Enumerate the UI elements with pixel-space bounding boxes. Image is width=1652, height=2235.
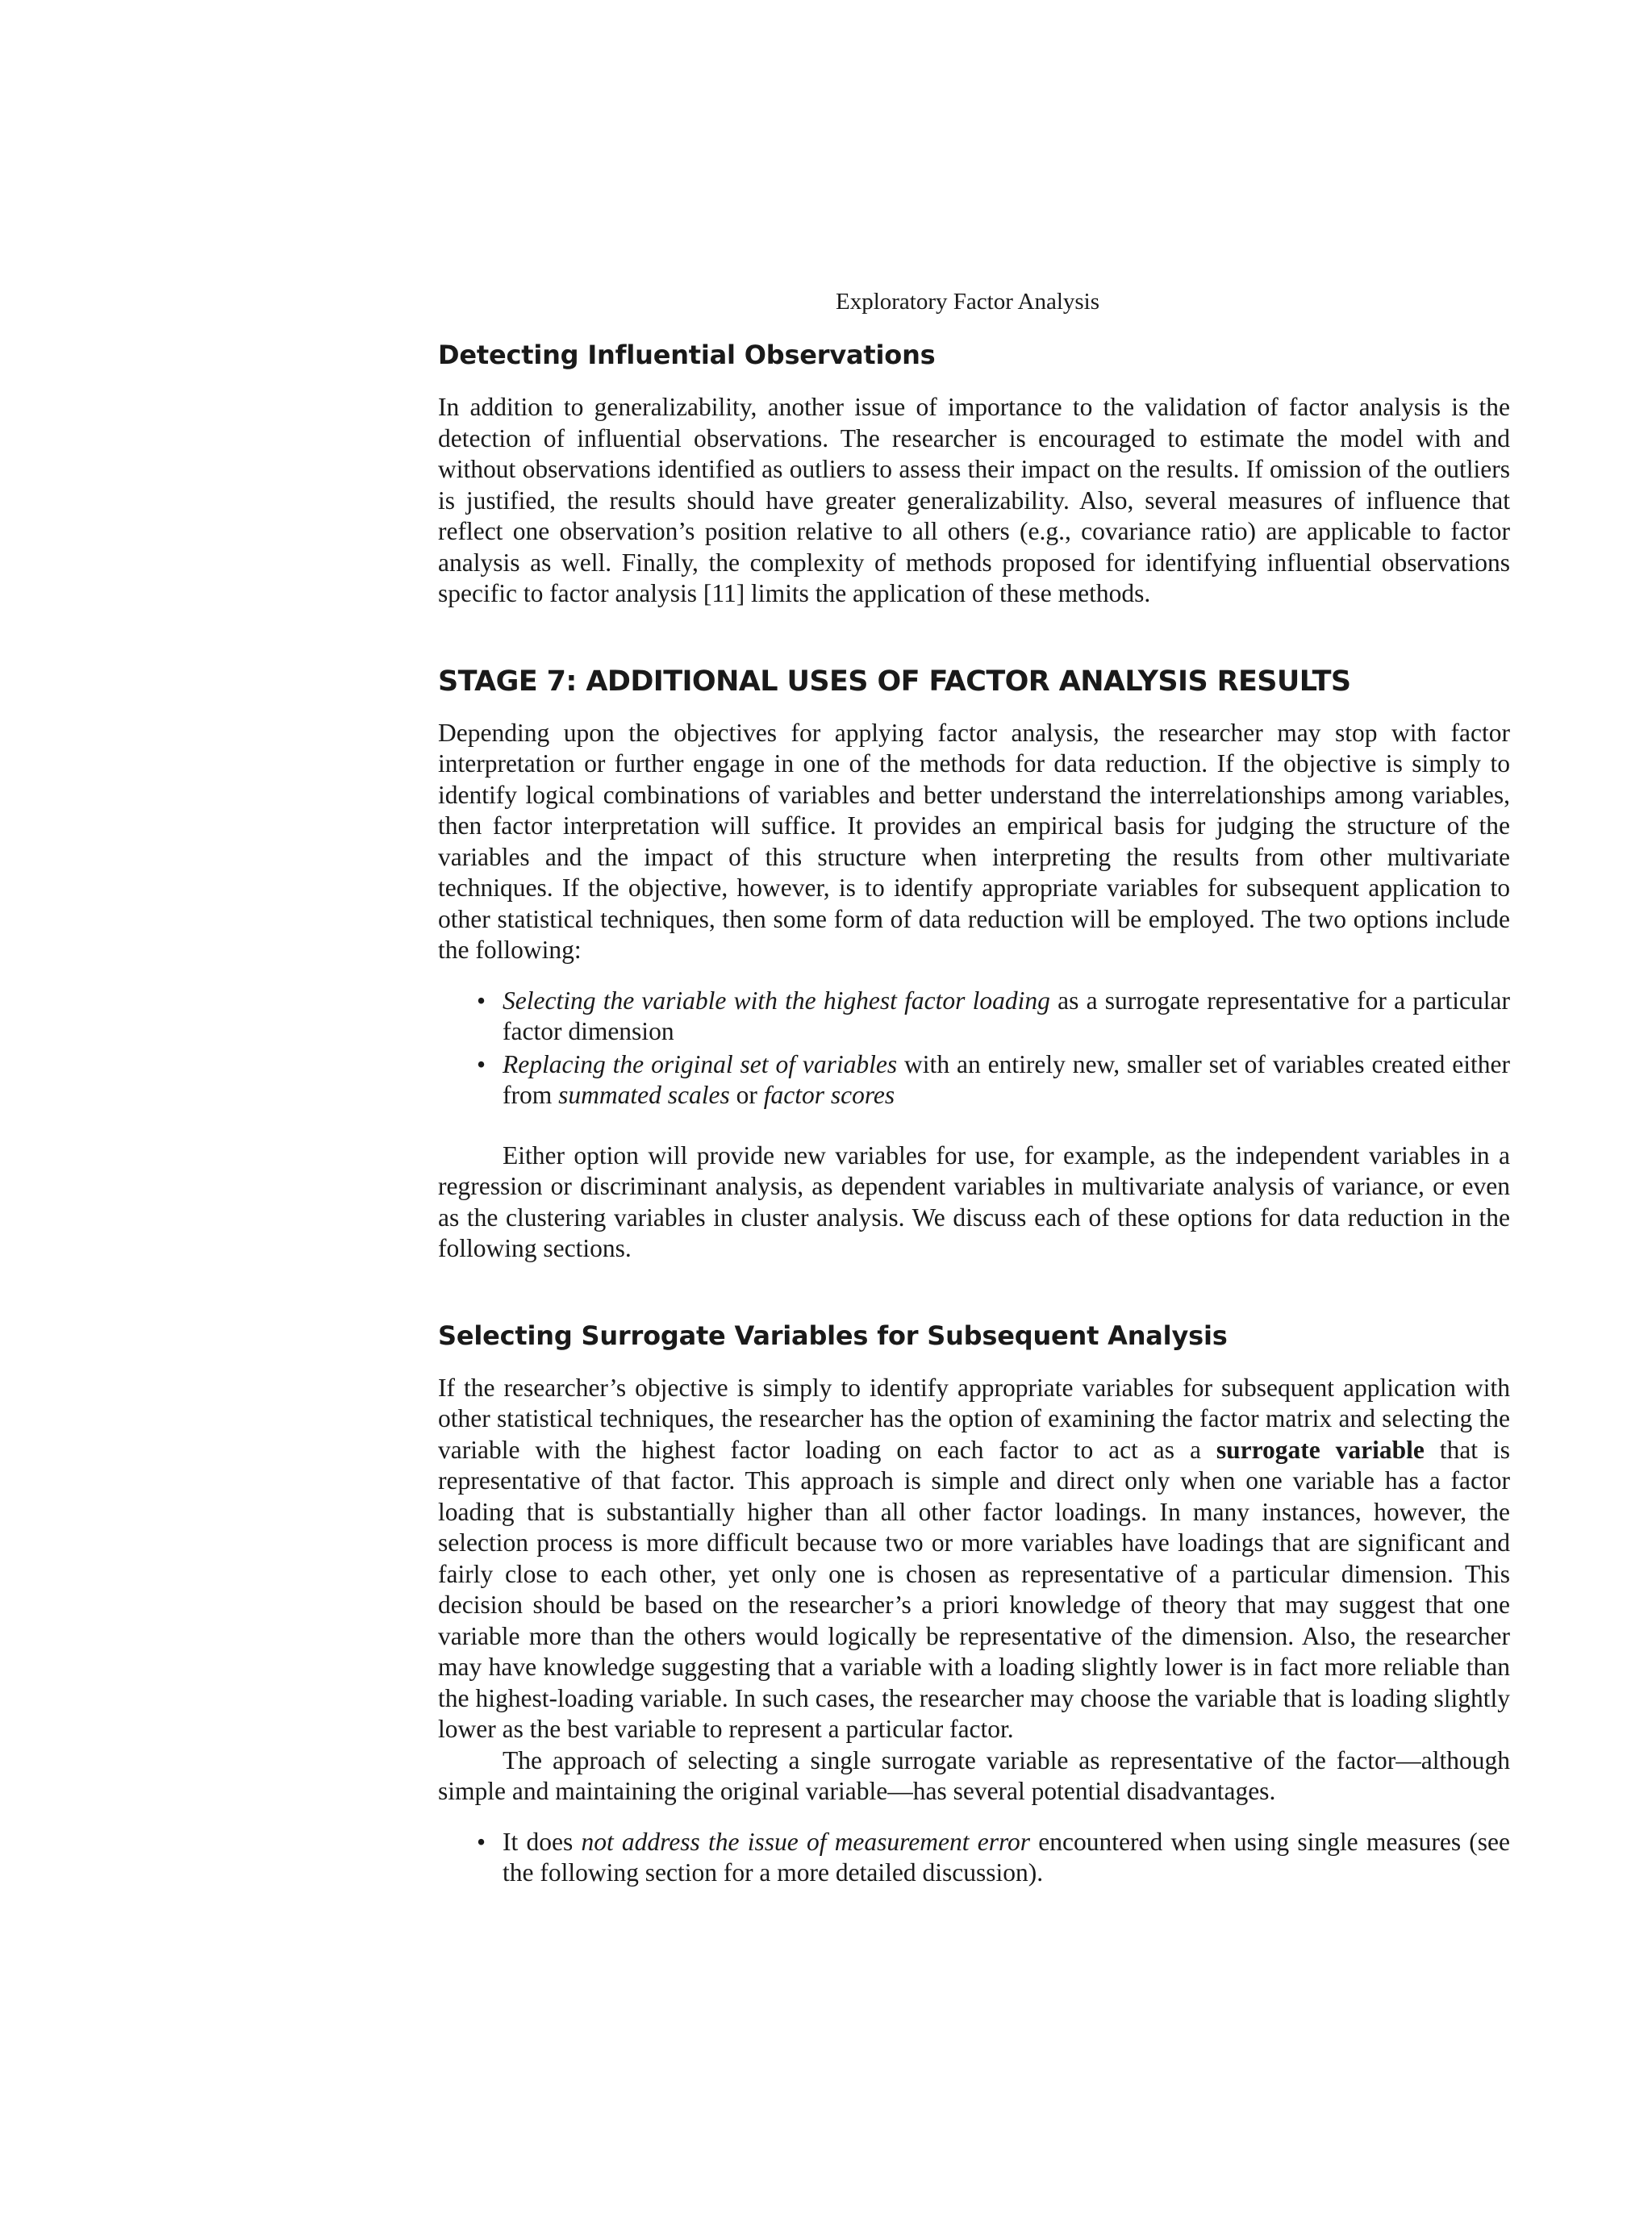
- section-spacer: [438, 610, 1510, 665]
- section-heading-stage-7: STAGE 7: ADDITIONAL USES OF FACTOR ANALYSIS RESULTS: [438, 665, 1351, 698]
- running-head: Exploratory Factor Analysis: [836, 289, 1100, 315]
- list-item: [477, 1827, 1511, 1889]
- list-item-emphasis: not address the issue of measurement error: [581, 1827, 1031, 1856]
- paragraph-stage-7-followup: Either option will provide new variables for use, for example, as the independent variables in a regression or discriminant analysis, as dependent variables in multivariate analysis of variance, or even as the clustering variables in cluster analysis. We discuss each of these options for data reduction in the following sections.: [438, 1140, 1510, 1262]
- bullet-list-disadvantages: [438, 1827, 1510, 1889]
- list-item-text: encountered when using single measures (see the following section for a more detailed discussion).: [503, 1827, 1511, 1887]
- section-spacer: [438, 1265, 1510, 1320]
- paragraph-influential-observations: In addition to generalizability, another issue of importance to the validation of factor analysis is the detection of influential observations. The researcher is encouraged to estimate the model with and without observations identified as outliers to assess their impact on the results. If omission of the outliers is justified, the results should have greater generalizability. Also, several measures of influence that reflect one observation’s position relative to all others (e.g., covariance ratio) are applicable to factor analysis as well. Finally, the complexity of methods proposed for identifying influential observations specific to factor analysis [11] limits the application of these methods.: [438, 393, 1510, 607]
- bullet-glyph: •: [477, 1049, 486, 1078]
- section-heading-surrogate-variables: Selecting Surrogate Variables for Subsequent Analysis: [438, 1320, 1228, 1351]
- list-item-text: with an entirely new, smaller set of variables created either from: [503, 1049, 1511, 1109]
- key-term-surrogate-variable: surrogate variable: [1216, 1435, 1425, 1464]
- list-item-emphasis: summated scales: [558, 1081, 730, 1109]
- list-item-emphasis: factor scores: [763, 1081, 895, 1109]
- paragraph-text: If the researcher’s objective is simply to identify appropriate variables for subsequent application with other statistical techniques, the researcher has the option of examining the factor matrix and selecting the variable with the highest factor loading on each factor to act as a: [438, 1373, 1510, 1464]
- list-item: [477, 1049, 1511, 1111]
- paragraph-surrogate-disadvantages: The approach of selecting a single surrogate variable as representative of the factor—although simple and maintaining the original variable—has several potential disadvantages.: [438, 1745, 1510, 1805]
- paragraph-text: that is representative of that factor. This approach is simple and direct only when one variable has a factor loading that is substantially higher than all other factor loadings. In many instances, however, the selection process is more difficult because two or more variables have loadings that are significant and fairly close to each other, yet only one is chosen as representative of a particular dimension. This decision should be based on the researcher’s a priori knowledge of theory that may suggest that one variable more than the others would logically be representative of the dimension. Also, the researcher may have knowledge suggesting that a variable with a loading slightly lower is in fact more reliable than the highest-loading variable. In such cases, the researcher may choose the variable that is loading slightly lower as the best variable to represent a particular factor.: [438, 1435, 1510, 1743]
- bullet-glyph: •: [477, 1827, 486, 1856]
- bullet-list-data-reduction-options: [438, 986, 1510, 1111]
- list-item: [477, 986, 1510, 1048]
- paragraph-stage-7-intro: Depending upon the objectives for applying factor analysis, the researcher may stop with factor interpretation or further engage in one of the methods for data reduction. If the objective is simply to identify logical combinations of variables and better understand the interrelationships among variables, then factor interpretation will suffice. It provides an empirical basis for judging the structure of the variables and the impact of this structure when interpreting the results from other multivariate techniques. If the objective, however, is to identify appropriate variables for subsequent application to other statistical techniques, then some form of data reduction will be employed. The two options include the following:: [438, 718, 1510, 964]
- list-item-text: It does: [503, 1827, 582, 1856]
- section-heading-influential-observations: Detecting Influential Observations: [438, 340, 936, 370]
- list-item-text: or: [729, 1081, 764, 1109]
- list-item-text: as a surrogate representative for a particular factor dimension: [503, 986, 1510, 1045]
- bullet-glyph: •: [477, 986, 486, 1015]
- list-spacer: [438, 1113, 1510, 1140]
- list-item-emphasis: Selecting the variable with the highest factor loading: [503, 986, 1050, 1015]
- page-content: [438, 339, 1510, 1891]
- list-item-emphasis: Replacing the original set of variables: [503, 1049, 898, 1078]
- paragraph-surrogate-variables: [438, 1373, 1510, 1745]
